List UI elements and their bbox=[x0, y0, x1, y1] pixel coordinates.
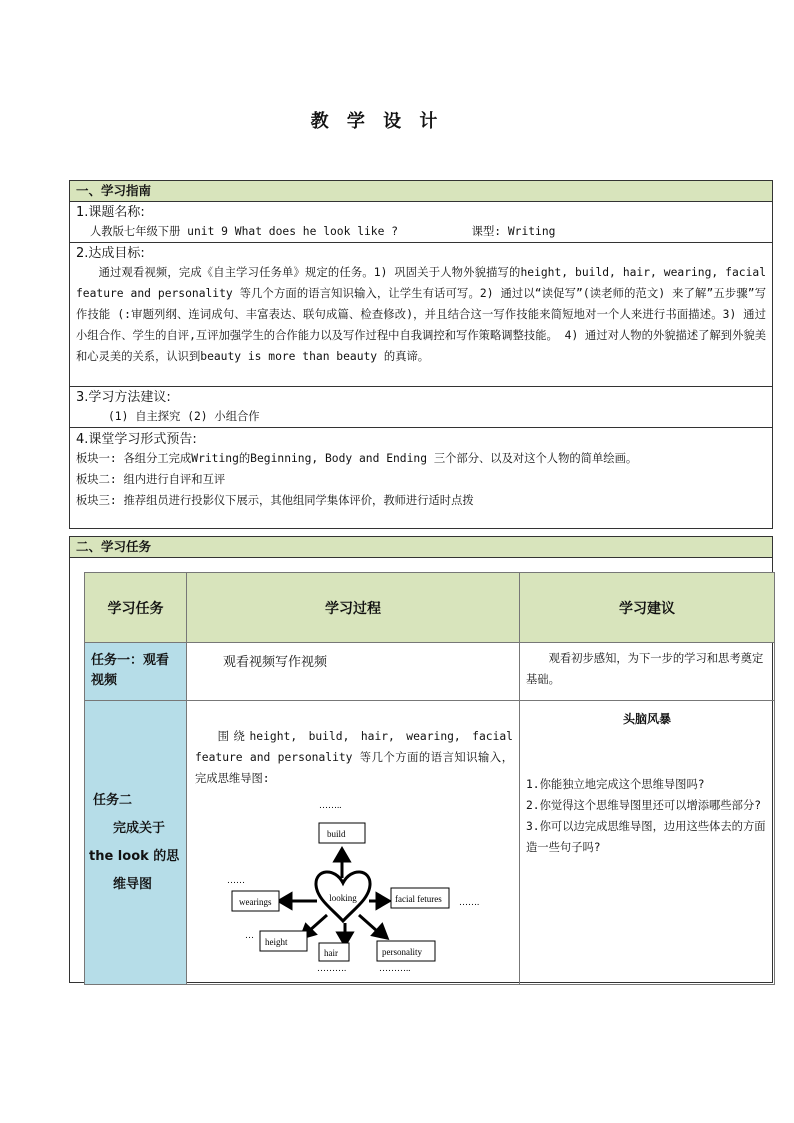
forms-block2: 板块二: 组内进行自评和互评 bbox=[76, 473, 226, 486]
topic-type: 课型: Writing bbox=[471, 225, 556, 238]
topic-title: 人教版七年级下册 unit 9 What does he look like ? bbox=[90, 225, 399, 238]
task2-name bbox=[85, 701, 187, 985]
mm-dots-top: …….. bbox=[319, 800, 342, 810]
advice-q3: 3.你可以边完成思维导图，边用这些体去的方面造一些句子吗? bbox=[526, 820, 766, 854]
tasks-table bbox=[84, 572, 775, 985]
task2-name-line2: 完成关于 bbox=[113, 820, 166, 836]
forms-block1: 板块一: 各组分工完成Writing的Beginning, Body and Ending 三个部分、以及对这个人物的简单绘画。 bbox=[76, 452, 638, 465]
goals-label: 2.达成目标: bbox=[76, 246, 145, 261]
mm-center: looking bbox=[329, 893, 357, 903]
brainstorm-title: 头脑风暴 bbox=[622, 712, 671, 726]
arrowhead-personality bbox=[373, 925, 387, 938]
mm-personality: personality bbox=[382, 947, 422, 957]
arrow-to-personality bbox=[359, 915, 377, 931]
task1-name: 任务一：观看视频 bbox=[85, 643, 187, 701]
goals-row bbox=[70, 243, 772, 387]
methods-label: 3.学习方法建议: bbox=[76, 390, 171, 405]
forms-row bbox=[70, 428, 772, 532]
section1-header: 一、学习指南 bbox=[70, 181, 772, 202]
arrowhead-wearings bbox=[279, 894, 291, 908]
task2-advice-cell bbox=[520, 701, 775, 985]
mm-dots-height: … bbox=[245, 930, 254, 940]
mind-map bbox=[227, 800, 547, 973]
topic-row bbox=[70, 202, 772, 243]
task2-name-line3: the look 的思 bbox=[89, 848, 180, 864]
mm-height: height bbox=[265, 937, 288, 947]
mm-facial: facial fetures bbox=[395, 894, 442, 904]
tasks-header-row bbox=[85, 573, 775, 643]
mm-build: build bbox=[327, 829, 346, 839]
goals-text: 通过观看视频，完成《自主学习任务单》规定的任务。1) 巩固关于人物外貌描写的height, build, hair, wearing, facial feature and personality 等几个方面的语言知识输入，让学生有话可写。2) 通过以“读促写”(读老师的范文) 来了解”五步骤”写作技能 (:审题列纲、连词成句、丰富表达、联句成篇、检查修改)，并且结合这一写作技能来简短地对一个人来进行书面描述。3) 通过小组合作、学生的自评,互评加强学生的合作能力以及写作过程中自我调控和写作策略调整技能。 4) 通过对人物的外貌描述了解到外貌美和心灵美的关系，认识到beauty is more than beauty 的真谛。 bbox=[76, 266, 766, 363]
topic-line bbox=[70, 221, 772, 242]
advice-q2: 2.你觉得这个思维导图里还可以增添哪些部分? bbox=[526, 799, 762, 812]
task1-row bbox=[85, 643, 775, 701]
task1-advice: 观看初步感知，为下一步的学习和思考奠定基础。 bbox=[520, 643, 775, 701]
mm-dots-left: …… bbox=[227, 875, 245, 885]
forms-block3: 板块三: 推荐组员进行投影仪下展示，其他组同学集体评价，教师进行适时点拨 bbox=[76, 494, 474, 507]
methods-text: (1) 自主探究 (2) 小组合作 bbox=[108, 410, 260, 423]
mm-dots-personality: ……….. bbox=[379, 963, 411, 973]
page-title: 教 学 设 计 bbox=[310, 111, 444, 132]
forms-label: 4.课堂学习形式预告: bbox=[76, 432, 197, 447]
advice-q1: 1.你能独立地完成这个思维导图吗? bbox=[526, 778, 705, 791]
mm-hair: hair bbox=[324, 948, 338, 958]
task2-name-line4: 维导图 bbox=[113, 876, 153, 892]
arrowhead-build bbox=[335, 849, 349, 861]
mm-wearings: wearings bbox=[239, 897, 272, 907]
task1-process: 观看视频写作视频 bbox=[187, 643, 520, 701]
mm-dots-hair: ………. bbox=[317, 963, 347, 973]
task2-name-line1: 任务二 bbox=[93, 792, 133, 808]
col-process-header: 学习过程 bbox=[187, 573, 520, 643]
section2-header: 二、学习任务 bbox=[70, 537, 772, 558]
task2-process: 围绕height, build, hair, wearing, facial feature and personality 等几个方面的语言知识输入，完成思维导图: bbox=[195, 730, 513, 785]
arrowhead-facial bbox=[377, 894, 389, 908]
col-task-header: 学习任务 bbox=[85, 573, 187, 643]
learning-guide-section bbox=[69, 180, 773, 529]
methods-row bbox=[70, 387, 772, 428]
topic-label: 1.课题名称: bbox=[76, 205, 145, 220]
col-advice-header: 学习建议 bbox=[520, 573, 775, 643]
task2-process-cell bbox=[187, 701, 520, 985]
mm-dots-right: ……. bbox=[459, 897, 480, 907]
task2-row bbox=[85, 701, 775, 985]
